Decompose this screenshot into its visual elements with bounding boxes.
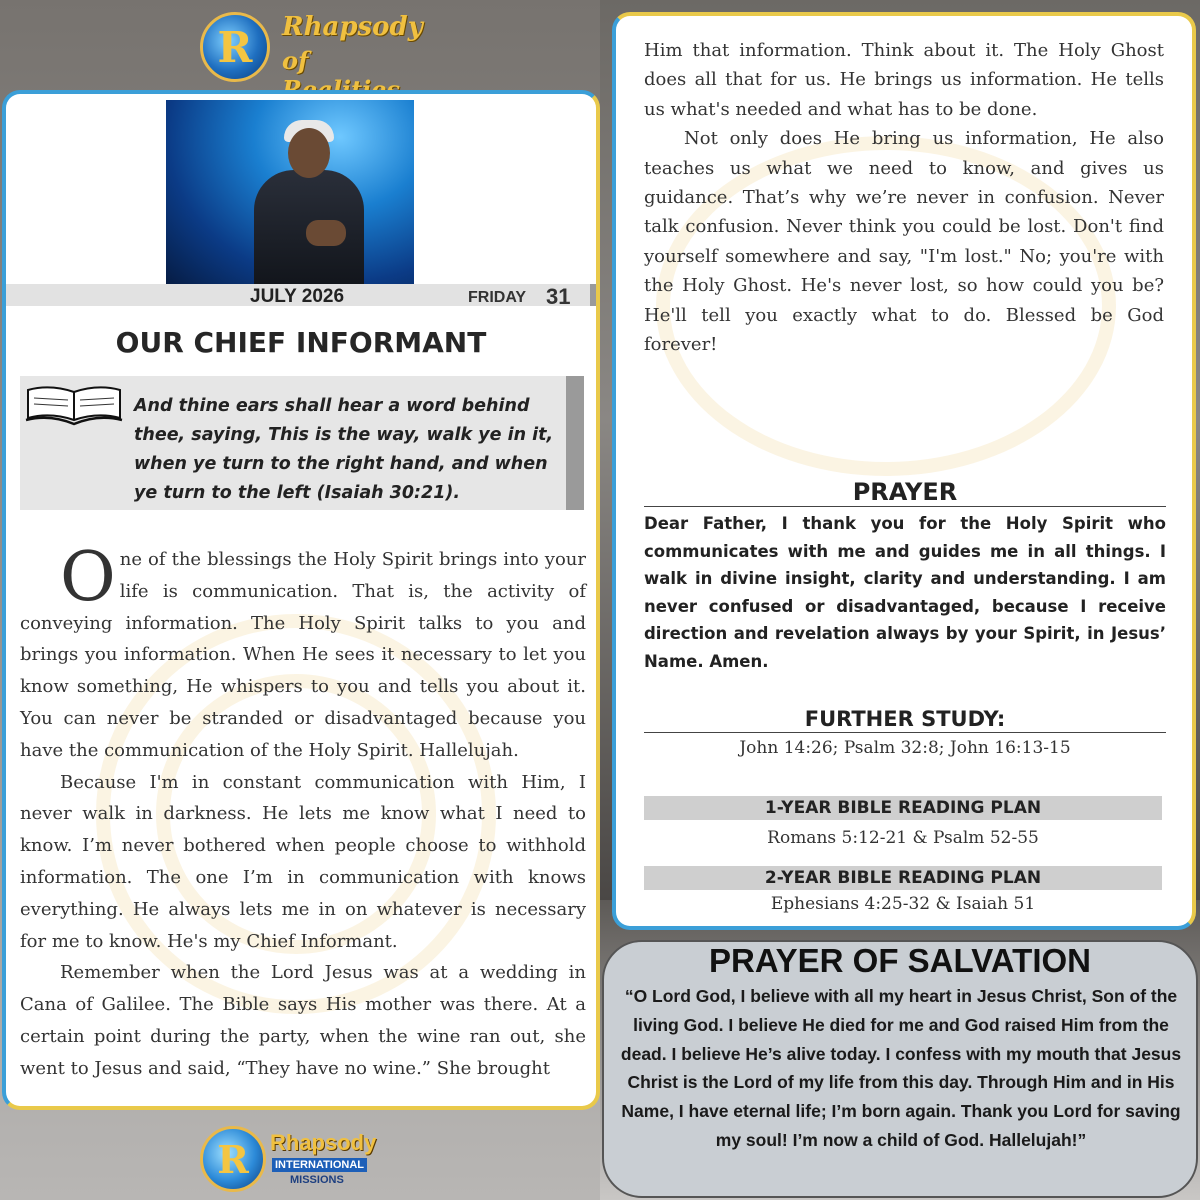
devotional-body-right	[644, 36, 1164, 359]
devotional-panel-left	[2, 90, 600, 1110]
photo-person-hands	[306, 220, 346, 246]
devotional-body-left	[20, 538, 586, 1085]
date-day-number: 31	[546, 284, 571, 309]
paragraph-4: Him that information. Think about it. The Holy Ghost does all that for us. He brings us information. He tells us what's needed and what has to be done.	[644, 40, 1164, 120]
logo-title-line1: Rhapsody	[282, 12, 423, 42]
prayer-heading: PRAYER	[644, 478, 1166, 507]
missions-logo-line2: INTERNATIONAL	[272, 1158, 367, 1172]
two-year-plan-heading: 2-YEAR BIBLE READING PLAN	[644, 866, 1162, 890]
photo-person-head	[288, 128, 330, 178]
dropcap: O	[60, 538, 116, 617]
one-year-plan-text: Romans 5:12-21 & Psalm 52-55	[767, 828, 1039, 848]
salvation-heading: PRAYER OF SALVATION	[709, 942, 1091, 979]
missions-logo-line3: MISSIONS	[290, 1174, 344, 1186]
further-study-refs: John 14:26; Psalm 32:8; John 16:13-15	[739, 738, 1071, 758]
missions-logo-letter: R	[217, 1137, 249, 1182]
paragraph-1	[20, 538, 586, 767]
devotional-panel-right	[612, 12, 1196, 930]
paragraph-2: Because I'm in constant communication with Him, I never walk in darkness. He lets me know what I need to know. I’m never bothered when people choose to withhold information. The one I’m in communication with knows everything. He always lets me in on whatever is necessary for me to know. He's my Chief Informant.	[20, 771, 586, 952]
missions-logo-line1: Rhapsody	[270, 1130, 377, 1155]
paragraph-5: Not only does He bring us information, He also teaches us what we need to know, and gives us guidance. That’s why we’re never in confusion. Never talk confusion. Never think you could be lost. Don't find yourself somewhere and say, "I'm lost." No; you're with the Holy Ghost. He's never lost, so how could you be? He'll tell you exactly what to do. Blessed be God forever!	[644, 128, 1164, 356]
date-weekday: FRIDAY	[468, 289, 527, 306]
rhapsody-logo-header	[200, 6, 423, 86]
scripture-text: And thine ears shall hear a word behind thee, saying, This is the way, walk ye in it, when ye turn to the right hand, and when ye turn to the left (Isaiah 30:21).	[134, 396, 554, 503]
prayer-text: Dear Father, I thank you for the Holy Spirit who communicates with me and guides me in all things. I walk in divine insight, clarity and understanding. I am never confused or disadvantaged, because I receive direction and revelation always by your Spirit, in Jesus’ Name. Amen.	[644, 514, 1166, 671]
pastor-photo	[166, 100, 414, 284]
missions-globe-icon	[200, 1126, 266, 1192]
logo-title-line2: of	[282, 46, 309, 75]
open-book-icon	[24, 382, 124, 428]
logo-letter: R	[217, 23, 253, 72]
devotional-title: OUR CHIEF INFORMANT	[115, 326, 487, 359]
paragraph-3: Remember when the Lord Jesus was at a wedding in Cana of Galilee. The Bible says His mother was there. At a certain point during the party, when the wine ran out, she went to Jesus and said, “They have no wine.” She brought	[20, 962, 586, 1079]
one-year-plan-heading: 1-YEAR BIBLE READING PLAN	[644, 796, 1162, 820]
logo-globe-icon	[200, 12, 270, 82]
rhapsody-missions-logo	[200, 1124, 400, 1196]
salvation-text: “O Lord God, I believe with all my heart in Jesus Christ, Son of the living God. I believe He died for me and God raised Him from the dead. I believe He’s alive today. I confess with my mouth that Jesus Christ is the Lord of my life from this day. Through Him and in His Name, I have eternal life; I’m born again. Thank you Lord for saving my soul! I’m now a child of God. Hallelujah!”	[620, 986, 1182, 1150]
two-year-plan-text: Ephesians 4:25-32 & Isaiah 51	[770, 894, 1036, 914]
paragraph-1-text: ne of the blessings the Holy Spirit brings into your life is communication. That is, the activity of conveying information. The Holy Spirit talks to you and brings you information. When He sees it necessary to let you know something, He whispers to you and tells you about it. You can never be stranded or disadvantaged because you have the communication of the Holy Spirit. Hallelujah.	[20, 549, 586, 761]
date-month: JULY 2026	[250, 286, 345, 307]
further-study-heading: FURTHER STUDY:	[644, 706, 1166, 733]
